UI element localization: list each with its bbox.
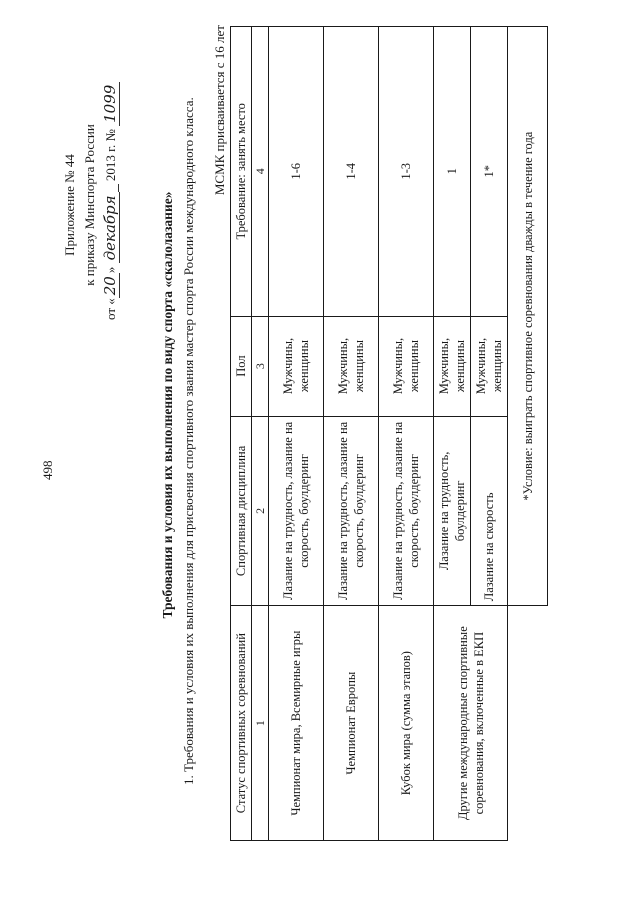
gender-cell: Мужчины, женщины xyxy=(471,316,508,416)
gender-cell: Мужчины, женщины xyxy=(379,316,434,416)
gender-cell: Мужчины, женщины xyxy=(269,316,324,416)
gender-cell: Мужчины, женщины xyxy=(324,316,379,416)
requirements-table xyxy=(230,26,548,841)
table-row xyxy=(434,27,471,841)
status-cell: Чемпионат Европы xyxy=(324,606,379,841)
place-cell: 1 xyxy=(434,27,471,317)
header-status: Статус спортивных соревнований xyxy=(231,606,252,841)
mcmk-note: МСМК присваивается с 16 лет xyxy=(212,25,227,196)
date-prefix: от « xyxy=(103,298,118,320)
handwritten-day: 20 xyxy=(101,273,120,298)
column-number: 1 xyxy=(252,606,269,841)
page-number: 498 xyxy=(40,460,55,480)
discipline-cell: Лазание на трудность, боулдеринг xyxy=(434,416,471,606)
column-number-row xyxy=(252,27,269,841)
place-cell: 1-3 xyxy=(379,27,434,317)
empty-cell xyxy=(508,606,548,841)
table-row xyxy=(324,27,379,841)
header-place: Требование: занять место xyxy=(231,27,252,317)
discipline-cell: Лазание на скорость xyxy=(471,416,508,606)
document-title: Требования и условия их выполнения по виду спорта «скалолазание» xyxy=(160,191,175,619)
appendix-line-1: Приложение № 44 xyxy=(62,154,77,256)
status-cell: Другие международные спортивные соревнования, включенные в ЕКП xyxy=(434,606,508,841)
underline-blank xyxy=(103,184,119,192)
discipline-cell: Лазание на трудность, лазание на скорость, боулдеринг xyxy=(324,416,379,606)
column-number: 4 xyxy=(252,27,269,317)
table-row xyxy=(379,27,434,841)
handwritten-month: декабря xyxy=(101,192,120,263)
status-cell: Кубок мира (сумма этапов) xyxy=(379,606,434,841)
discipline-cell: Лазание на трудность, лазание на скорость, боулдеринг xyxy=(379,416,434,606)
section-title: 1. Требования и условия их выполнения для присвоения спортивного звания мастер спорта России международного класса. xyxy=(181,97,196,785)
status-cell: Чемпионат мира, Всемирные игры xyxy=(269,606,324,841)
footnote-row xyxy=(508,27,548,841)
date-mid: » xyxy=(103,266,118,274)
column-number: 2 xyxy=(252,416,269,606)
table-row xyxy=(269,27,324,841)
appendix-line-2: к приказу Минспорта России xyxy=(82,124,97,286)
year-text: 2013 г. № xyxy=(103,129,118,182)
appendix-header xyxy=(60,84,121,320)
appendix-date-line xyxy=(100,84,121,320)
footnote: *Условие: выиграть спортивное соревнования дважды в течение года xyxy=(508,27,548,606)
place-cell: 1-4 xyxy=(324,27,379,317)
gender-cell: Мужчины, женщины xyxy=(434,316,471,416)
handwritten-order-number: 1099 xyxy=(101,82,120,126)
discipline-cell: Лазание на трудность, лазание на скорость, боулдеринг xyxy=(269,416,324,606)
column-number: 3 xyxy=(252,316,269,416)
table-header-row xyxy=(231,27,252,841)
place-cell: 1-6 xyxy=(269,27,324,317)
header-gender: Пол xyxy=(231,316,252,416)
header-discipline: Спортивная дисциплина xyxy=(231,416,252,606)
place-cell: 1* xyxy=(471,27,508,317)
